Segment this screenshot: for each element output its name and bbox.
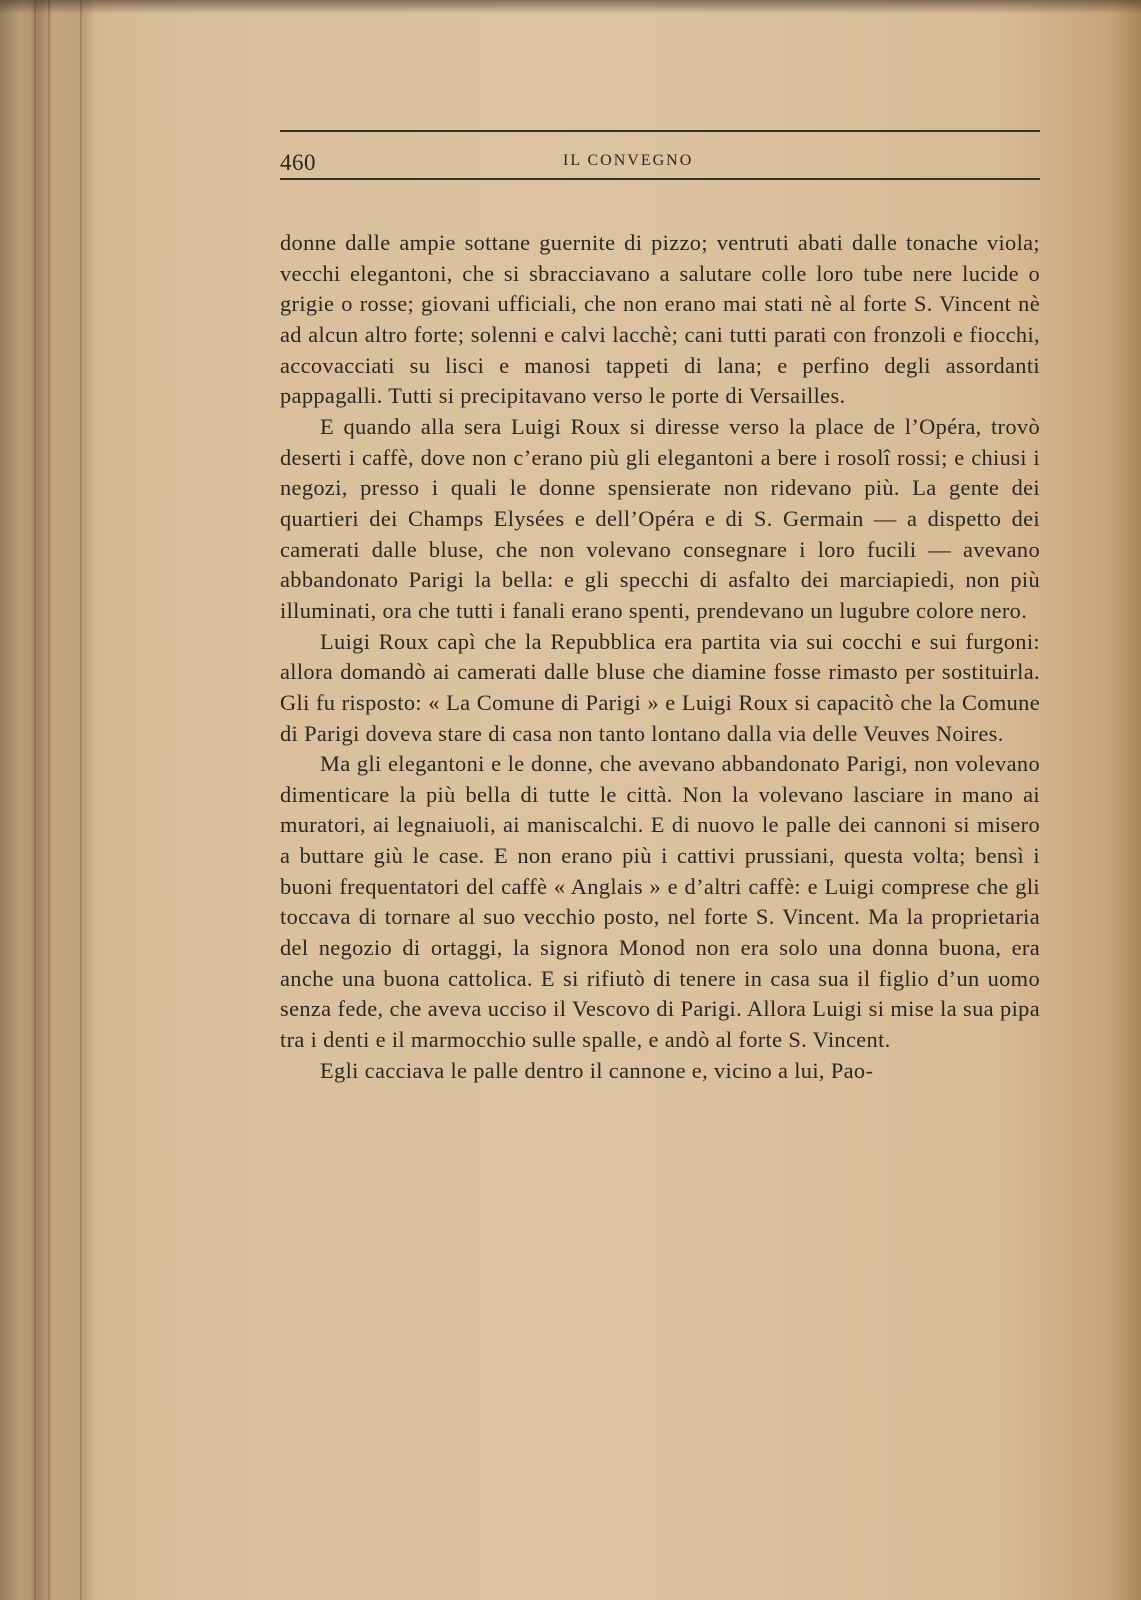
paragraph: E quando alla sera Luigi Roux si diresse verso la place de l’Opéra, trovò deserti i caffè, dove non c’erano più gli elegantoni a bere i rosolî rossi; e chiusi i negozi, presso i quali le donne spensierate non ridevano più. La gente dei quartieri dei Champs Elysées e dell’Opéra e di S. Germain — a dispetto dei camerati dalle bluse, che non volevano consegnare i loro fucili — avevano abbandonato Parigi la bella: e gli specchi di asfalto dei marciapiedi, non più illuminati, ora che tutti i fanali erano spenti, prendevano un lugubre colore nero.	[280, 413, 1040, 623]
page-edge-line	[80, 0, 82, 1600]
paragraph: Ma gli elegantoni e le donne, che avevano abbandonato Parigi, non volevano dimenticare la più bella di tutte le città. Non la volevano lasciare in mano ai muratori, ai legnaiuoli, ai maniscalchi. E di nuovo le palle dei cannoni si misero a buttare giù le case. E non erano più i cattivi prussiani, questa volta; bensì i buoni frequentatori del caffè « Anglais » e d’altri caffè: e Luigi comprese che gli toccava di tornare al suo vecchio posto, nel forte S. Vincent. Ma la proprietaria del negozio di ortaggi, la signora Monod non era solo una donna buona, era anche una buona cattolica. E si rifiutò di tenere in casa sua il figlio d’un uomo senza fede, che aveva ucciso il Vescovo di Parigi. Allora Luigi si mise la sua pipa tra i denti e il marmocchio sulle spalle, e andò al forte S. Vincent.	[280, 751, 1040, 1053]
page-header	[280, 132, 1040, 178]
paragraph: donne dalle ampie sottane guernite di pizzo; ventruti abati dalle tonache viola; vecchi elegantoni, che si sbracciavano a salutare colle loro tube nere lucide o grigie o rosse; giovani ufficiali, che non erano mai stati nè al forte S. Vincent nè ad alcun altro forte; solenni e calvi lacchè; cani tutti parati con fronzoli e fiocchi, accovacciati su lisci e manosi tappeti di lana; e perfino degli assordanti pappagalli. Tutti si precipitavano verso le porte di Versailles.	[280, 230, 1040, 409]
paragraph: Luigi Roux capì che la Repubblica era partita via sui cocchi e sui furgoni: allora domandò ai camerati dalle bluse che diamine fosse rimasto per sostituirla. Gli fu risposto: « La Comune di Parigi » e Luigi Roux si capacitò che la Comune di Parigi doveva stare di casa non tanto lontano dalla via delle Veuves Noires.	[280, 628, 1040, 746]
header-bottom-rule	[280, 178, 1040, 180]
body-text	[280, 228, 1040, 1086]
page-edge-line	[48, 0, 50, 1600]
page-number: 460	[280, 150, 316, 175]
paragraph: Egli cacciava le palle dentro il cannone e, vicino a lui, Pao-	[320, 1057, 874, 1083]
printed-page	[280, 130, 1040, 1086]
running-title: IL CONVEGNO	[563, 152, 694, 169]
top-shadow	[0, 0, 1141, 14]
page-edge-line	[34, 0, 36, 1600]
